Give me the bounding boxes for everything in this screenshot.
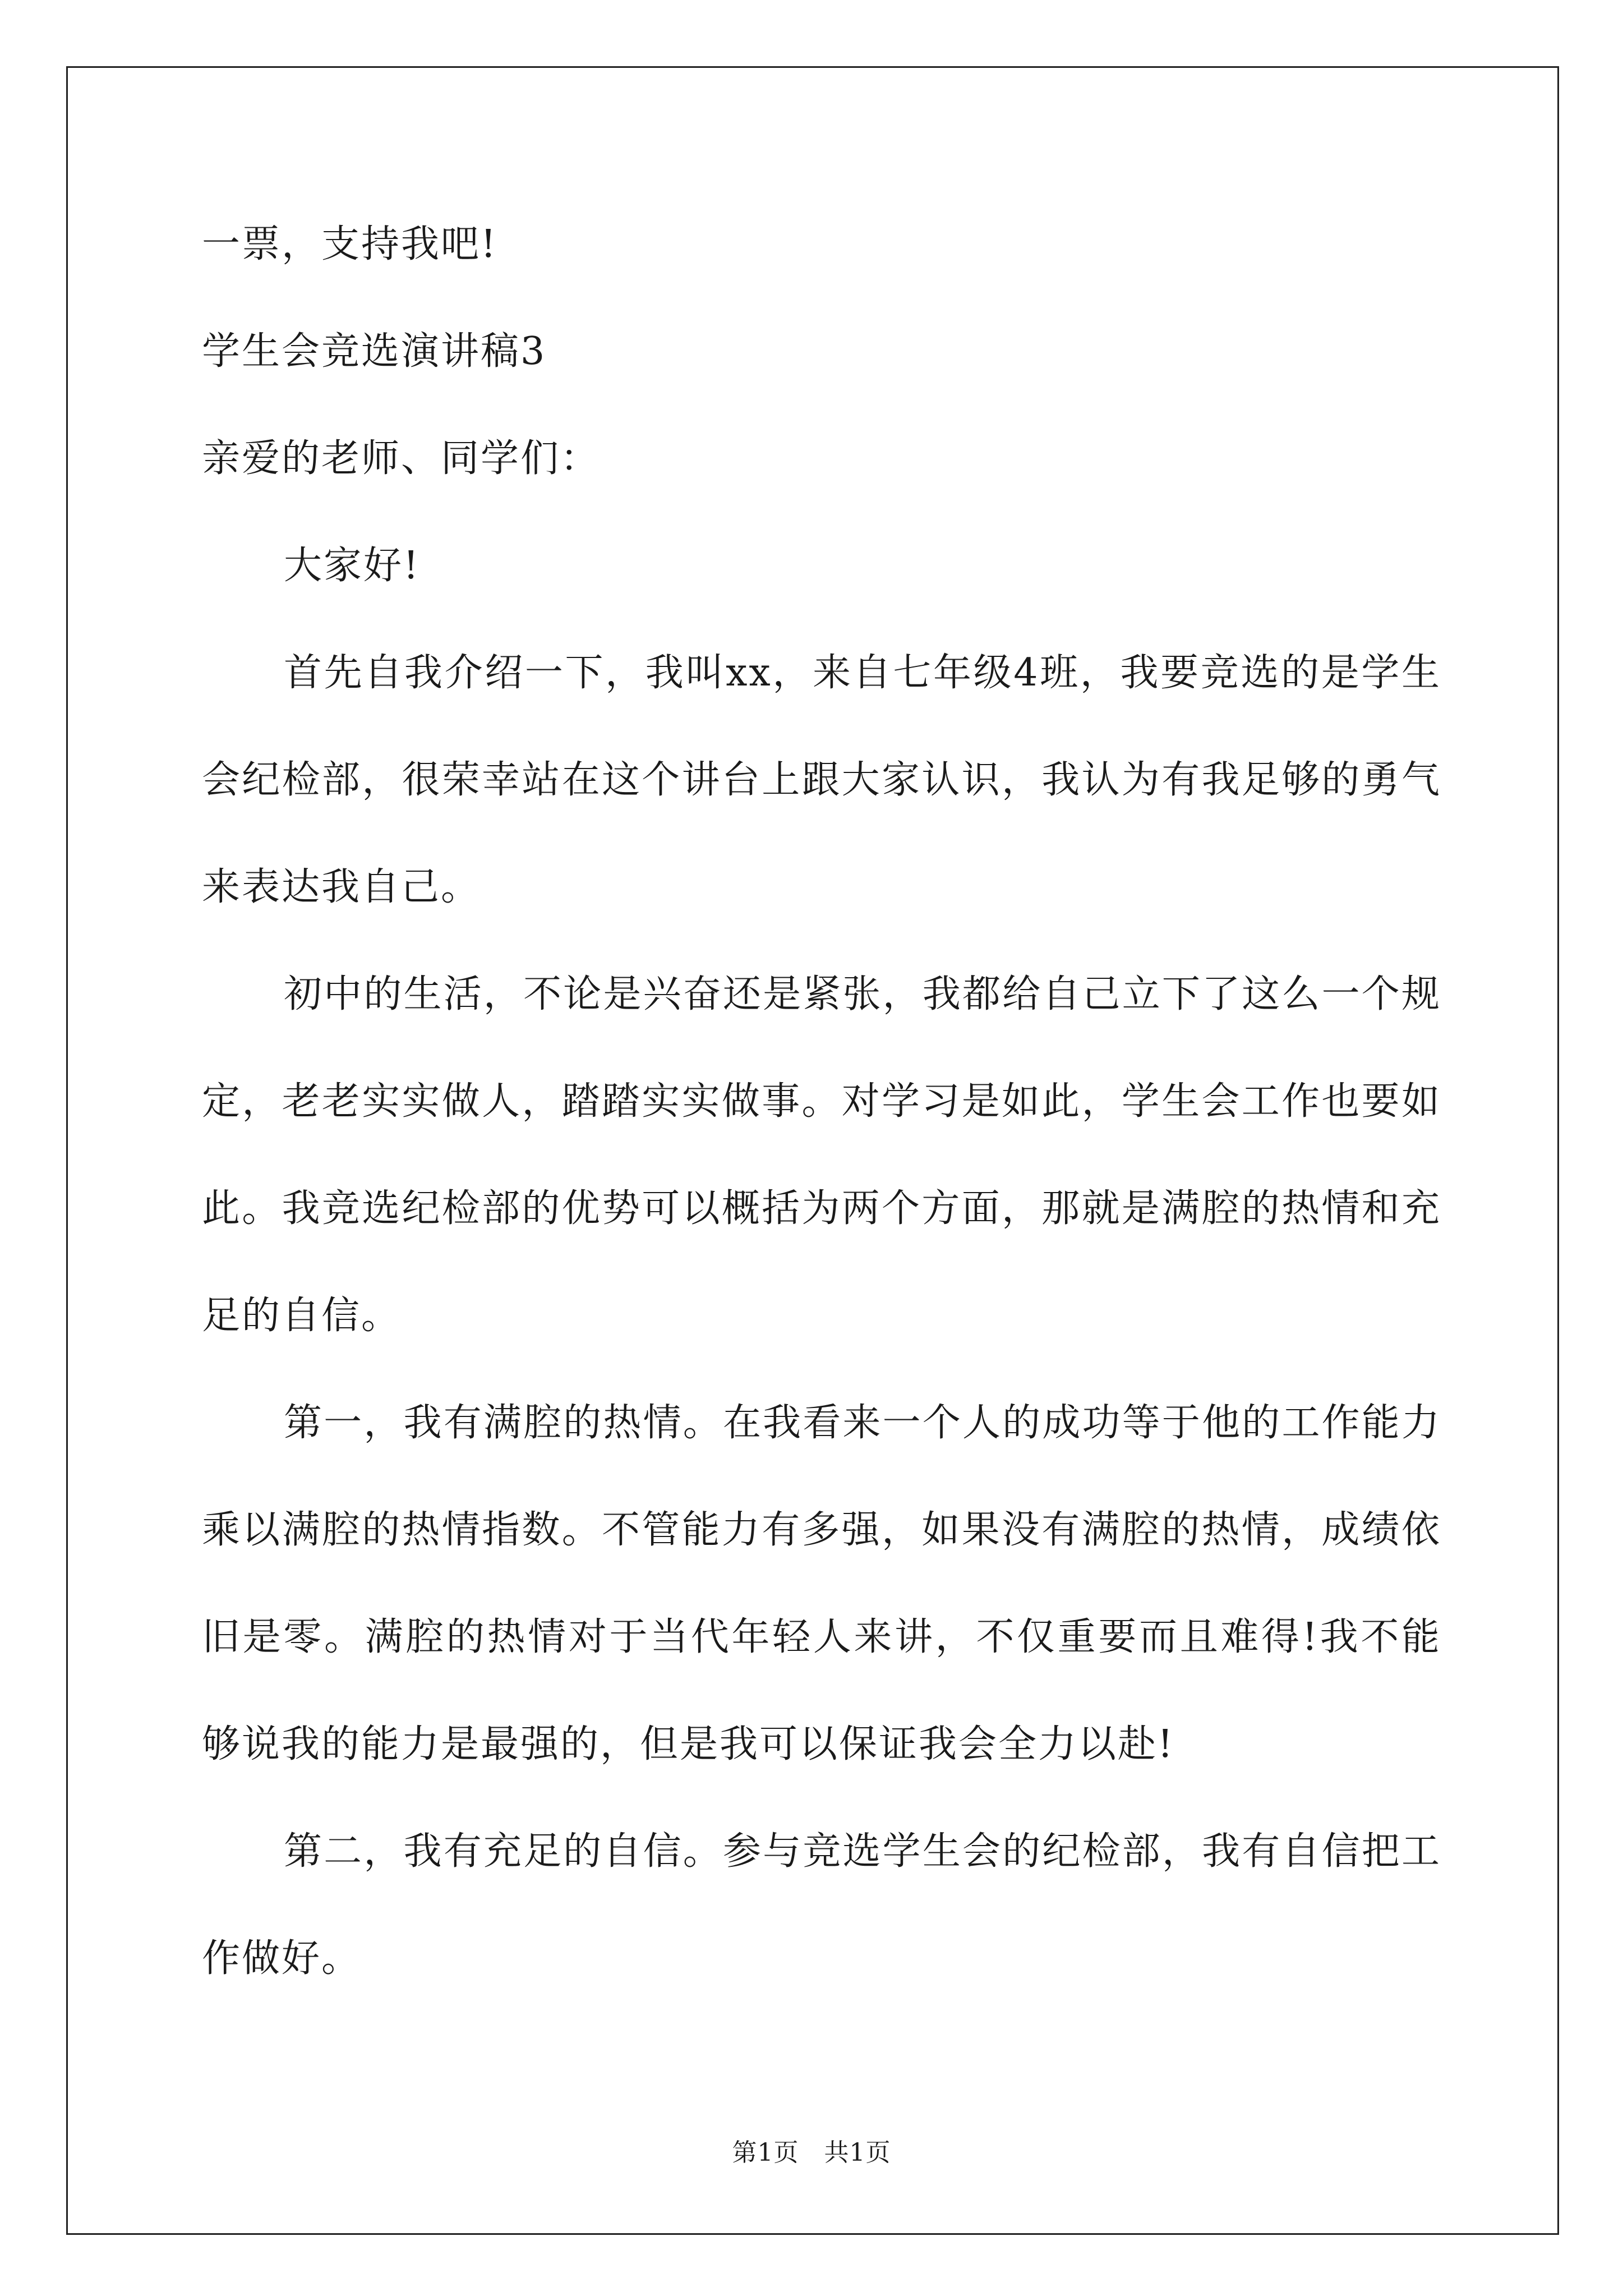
paragraph-introduction: 首先自我介绍一下，我叫xx，来自七年级4班，我要竞选的是学生会纪检部，很荣幸站在这个讲台上跟大家认识，我认为有我足够的勇气来表达我自己。 [202, 651, 1441, 909]
paragraph-greeting: 大家好! [284, 544, 421, 588]
page-footer: 第1页 共1页 [732, 2138, 891, 2167]
document-title: 学生会竞选演讲稿3 [202, 329, 547, 374]
paragraph-enthusiasm: 第一，我有满腔的热情。在我看来一个人的成功等于他的工作能力乘以满腔的热情指数。不管能力有多强，如果没有满腔的热情，成绩依旧是零。满腔的热情对于当代年轻人来讲，不仅重要而且难得!我不能够说我的能力是最强的，但是我可以保证我会全力以赴! [202, 1401, 1441, 1766]
paragraph-middle-school-life: 初中的生活，不论是兴奋还是紧张，我都给自己立下了这么一个规定，老老实实做人，踏踏实实做事。对学习是如此，学生会工作也要如此。我竞选纪检部的优势可以概括为两个方面，那就是满腔的热情和充足的自信。 [202, 972, 1441, 1338]
paragraph-confidence: 第二，我有充足的自信。参与竞选学生会的纪检部，我有自信把工作做好。 [202, 1829, 1441, 1981]
text-line-closing: 一票，支持我吧! [202, 222, 498, 266]
document-body [202, 191, 1441, 2012]
salutation: 亲爱的老师、同学们： [202, 436, 601, 481]
